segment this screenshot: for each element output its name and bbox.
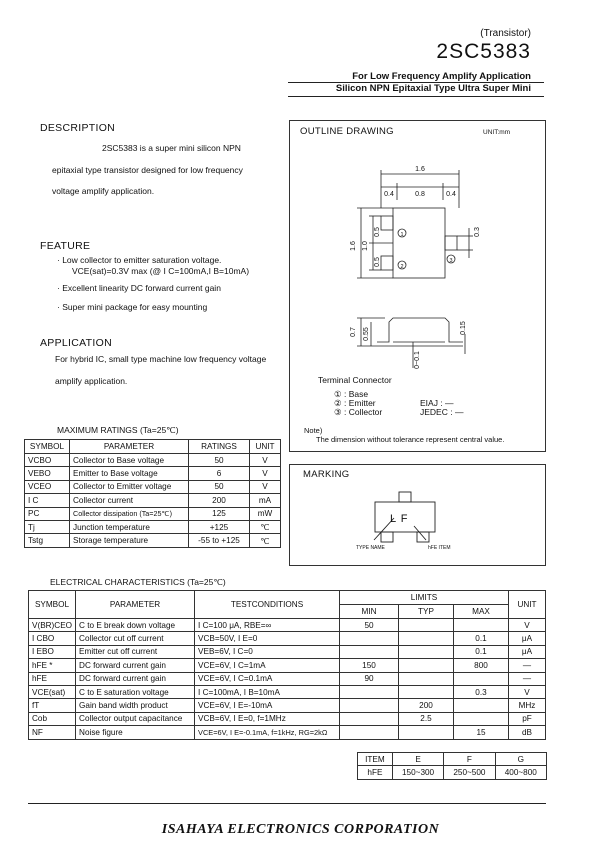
- marking-hfe-item: hFE ITEM: [428, 545, 451, 551]
- symbol: VCEO: [25, 480, 70, 493]
- symbol: I C: [25, 494, 70, 507]
- marking-heading: MARKING: [303, 469, 350, 480]
- min: [340, 685, 399, 698]
- max: 15: [454, 726, 509, 739]
- side-view-profile: [377, 318, 463, 342]
- col-limits: LIMITS: [340, 591, 509, 605]
- table-row: [29, 659, 546, 672]
- max: [454, 712, 509, 725]
- parameter: Collector dissipation (Ta=25℃): [70, 507, 189, 520]
- rating: 50: [189, 454, 250, 467]
- parameter: C to E break down voltage: [76, 619, 195, 632]
- hfe-rank-row: [358, 766, 547, 779]
- col-max: MAX: [454, 605, 509, 619]
- jedec-label: JEDEC : —: [420, 407, 464, 417]
- symbol: PC: [25, 507, 70, 520]
- rating: 50: [189, 480, 250, 493]
- max: [454, 699, 509, 712]
- max-ratings-title: MAXIMUM RATINGS (Ta=25℃): [57, 425, 179, 435]
- max: 800: [454, 659, 509, 672]
- symbol: VCBO: [25, 454, 70, 467]
- subtitle-type: Silicon NPN Epitaxial Type Ultra Super Mini: [335, 83, 531, 94]
- unit-label: UNIT:mm: [483, 129, 511, 136]
- typ: [399, 659, 454, 672]
- table-row: [29, 699, 546, 712]
- symbol: I CBO: [29, 632, 76, 645]
- condition: I C=100 μA, RBE=∞: [195, 619, 340, 632]
- subtitle-application: For Low Frequency Amplify Application: [352, 71, 531, 82]
- max-ratings-table: [24, 439, 281, 548]
- symbol: Cob: [29, 712, 76, 725]
- dim-1.6: 1.6: [415, 166, 425, 173]
- lead-3: [445, 236, 457, 250]
- dim-0-0.1: 0~0.1: [414, 351, 421, 369]
- footer-rule: [28, 803, 546, 804]
- col-symbol: SYMBOL: [29, 591, 76, 619]
- max: 0.1: [454, 632, 509, 645]
- feature-item-2: · Excellent linearity DC forward current gain: [57, 283, 221, 293]
- unit: mA: [250, 494, 281, 507]
- rating: -55 to +125: [189, 534, 250, 547]
- table-row: [29, 672, 546, 685]
- marking-type-name: TYPE NAME: [356, 545, 385, 551]
- min: [340, 712, 399, 725]
- marking-lead-top: [399, 492, 411, 502]
- col-parameter: PARAMETER: [70, 440, 189, 454]
- feature-item-1b: VCE(sat)=0.3V max (@ I C=100mA,I B=10mA): [72, 266, 250, 276]
- symbol: VEBO: [25, 467, 70, 480]
- col-min: MIN: [340, 605, 399, 619]
- rating: 125: [189, 507, 250, 520]
- symbol: Tstg: [25, 534, 70, 547]
- col-testconditions: TESTCONDITIONS: [195, 591, 340, 619]
- max-ratings-header-row: [25, 440, 281, 454]
- dim-0.55: 0.55: [363, 327, 370, 341]
- condition: VCE=6V, I E=-0.1mA, f=1kHz, RG=2kΩ: [195, 726, 340, 739]
- symbol: V(BR)CEO: [29, 619, 76, 632]
- parameter: Collector output capacitance: [76, 712, 195, 725]
- terminal-heading: Terminal Connector: [318, 375, 392, 385]
- feature-item-1: · Low collector to emitter saturation voltage.: [57, 255, 222, 265]
- unit: V: [250, 480, 281, 493]
- application-line-2: amplify application.: [55, 376, 128, 386]
- max: 0.3: [454, 685, 509, 698]
- table-row: [25, 454, 281, 467]
- unit: V: [250, 454, 281, 467]
- condition: VCE=6V, I C=1mA: [195, 659, 340, 672]
- eiaj-label: EIAJ : —: [420, 398, 454, 408]
- feature-heading: FEATURE: [40, 240, 91, 252]
- category-label: (Transistor): [480, 28, 531, 39]
- marking-lead-left: [381, 532, 393, 542]
- parameter: Junction temperature: [70, 520, 189, 533]
- application-heading: APPLICATION: [40, 337, 112, 349]
- condition: VEB=6V, I C=0: [195, 645, 340, 658]
- outline-heading: OUTLINE DRAWING: [300, 126, 394, 137]
- col-rank-e: E: [392, 753, 443, 766]
- elec-chars-table: [28, 590, 546, 740]
- table-row: [29, 726, 546, 739]
- typ: [399, 645, 454, 658]
- col-unit: UNIT: [250, 440, 281, 454]
- min: [340, 726, 399, 739]
- col-rank-f: F: [444, 753, 495, 766]
- min: [340, 699, 399, 712]
- application-line-1: For hybrid IC, small type machine low frequency voltage: [55, 354, 267, 364]
- elec-header-row-1: [29, 591, 546, 605]
- header-rule: [288, 82, 544, 83]
- dim-0.7: 0.7: [350, 327, 357, 337]
- pin-1-label: 1: [400, 232, 404, 238]
- unit: pF: [509, 712, 546, 725]
- symbol: I EBO: [29, 645, 76, 658]
- parameter: C to E saturation voltage: [76, 685, 195, 698]
- rating: 6: [189, 467, 250, 480]
- col-item: ITEM: [358, 753, 393, 766]
- typ: 200: [399, 699, 454, 712]
- description-line-3: voltage amplify application.: [52, 186, 155, 196]
- dim-0.4-right: 0.4: [446, 191, 456, 198]
- parameter: Emitter to Base voltage: [70, 467, 189, 480]
- note-text: The dimension without tolerance represent central value.: [316, 435, 505, 444]
- parameter: Collector current: [70, 494, 189, 507]
- table-row: [25, 467, 281, 480]
- col-rank-g: G: [495, 753, 546, 766]
- unit: —: [509, 659, 546, 672]
- unit: dB: [509, 726, 546, 739]
- parameter: Collector to Emitter voltage: [70, 480, 189, 493]
- parameter: Noise figure: [76, 726, 195, 739]
- unit: V: [509, 619, 546, 632]
- unit: mW: [250, 507, 281, 520]
- rank-f-range: 250~500: [444, 766, 495, 779]
- parameter: Storage temperature: [70, 534, 189, 547]
- max: [454, 619, 509, 632]
- unit: V: [250, 467, 281, 480]
- typ: [399, 632, 454, 645]
- dim-vert-0.3: 0.3: [474, 227, 481, 237]
- symbol: hFE: [29, 672, 76, 685]
- parameter: Gain band width product: [76, 699, 195, 712]
- max: [454, 672, 509, 685]
- min: 50: [340, 619, 399, 632]
- unit: μA: [509, 645, 546, 658]
- table-row: [29, 712, 546, 725]
- table-row: [29, 645, 546, 658]
- condition: I C=100mA, I B=10mA: [195, 685, 340, 698]
- table-row: [25, 534, 281, 547]
- dim-vert-0.5-top: 0.5: [374, 227, 381, 237]
- hfe-label: hFE: [358, 766, 393, 779]
- hfe-rank-table: [357, 752, 547, 780]
- typ: [399, 726, 454, 739]
- max: 0.1: [454, 645, 509, 658]
- parameter: Emitter cut off current: [76, 645, 195, 658]
- parameter: DC forward current gain: [76, 659, 195, 672]
- lead-1: [381, 216, 393, 230]
- min: [340, 632, 399, 645]
- col-typ: TYP: [399, 605, 454, 619]
- unit: V: [509, 685, 546, 698]
- parameter: Collector to Base voltage: [70, 454, 189, 467]
- symbol: Tj: [25, 520, 70, 533]
- unit: —: [509, 672, 546, 685]
- unit: ℃: [250, 534, 281, 547]
- terminal-base: ① : Base: [334, 389, 369, 399]
- marking-code: L F: [390, 513, 409, 525]
- note-label: Note): [304, 426, 323, 435]
- typ: [399, 619, 454, 632]
- symbol: VCE(sat): [29, 685, 76, 698]
- table-row: [29, 619, 546, 632]
- symbol: fT: [29, 699, 76, 712]
- rank-e-range: 150~300: [392, 766, 443, 779]
- table-row: [25, 507, 281, 520]
- table-row: [25, 480, 281, 493]
- description-heading: DESCRIPTION: [40, 122, 116, 134]
- table-row: [29, 632, 546, 645]
- typ: 2.5: [399, 712, 454, 725]
- dim-vert-1.0: 1.0: [362, 241, 369, 251]
- symbol: hFE *: [29, 659, 76, 672]
- min: [340, 645, 399, 658]
- symbol: NF: [29, 726, 76, 739]
- min: 90: [340, 672, 399, 685]
- condition: VCB=50V, I E=0: [195, 632, 340, 645]
- outline-drawing: [289, 120, 544, 450]
- elec-chars-title: ELECTRICAL CHARACTERISTICS (Ta=25℃): [50, 577, 226, 587]
- col-unit: UNIT: [509, 591, 546, 619]
- rating: +125: [189, 520, 250, 533]
- table-row: [29, 685, 546, 698]
- min: 150: [340, 659, 399, 672]
- col-symbol: SYMBOL: [25, 440, 70, 454]
- feature-item-3: · Super mini package for easy mounting: [57, 302, 208, 312]
- pin-2-label: 2: [400, 264, 404, 270]
- dim-0.8: 0.8: [415, 191, 425, 198]
- table-row: [25, 494, 281, 507]
- condition: VCE=6V, I C=0.1mA: [195, 672, 340, 685]
- unit: ℃: [250, 520, 281, 533]
- terminal-collector: ③ : Collector: [334, 407, 383, 417]
- part-number: 2SC5383: [436, 40, 531, 63]
- col-ratings: RATINGS: [189, 440, 250, 454]
- rank-g-range: 400~800: [495, 766, 546, 779]
- typ: [399, 672, 454, 685]
- typ: [399, 685, 454, 698]
- dim-0.15: 0.15: [460, 321, 467, 335]
- header-rule-bottom: [288, 96, 544, 97]
- dim-vert-1.6: 1.6: [350, 241, 357, 251]
- lead-2: [381, 256, 393, 270]
- description-line-2: epitaxial type transistor designed for low frequency: [52, 165, 243, 175]
- unit: μA: [509, 632, 546, 645]
- unit: MHz: [509, 699, 546, 712]
- hfe-rank-header: [358, 753, 547, 766]
- company-name: ISAHAYA ELECTRONICS CORPORATION: [161, 822, 440, 837]
- rating: 200: [189, 494, 250, 507]
- description-line-1: 2SC5383 is a super mini silicon NPN: [102, 143, 241, 153]
- dim-0.4-left: 0.4: [384, 191, 394, 198]
- terminal-emitter: ② : Emitter: [334, 398, 376, 408]
- pin-3-label: 3: [449, 258, 453, 264]
- table-row: [25, 520, 281, 533]
- col-parameter: PARAMETER: [76, 591, 195, 619]
- condition: VCB=6V, I E=0, f=1MHz: [195, 712, 340, 725]
- parameter: DC forward current gain: [76, 672, 195, 685]
- parameter: Collector cut off current: [76, 632, 195, 645]
- condition: VCE=6V, I E=-10mA: [195, 699, 340, 712]
- dim-vert-0.5-bottom: 0.5: [374, 257, 381, 267]
